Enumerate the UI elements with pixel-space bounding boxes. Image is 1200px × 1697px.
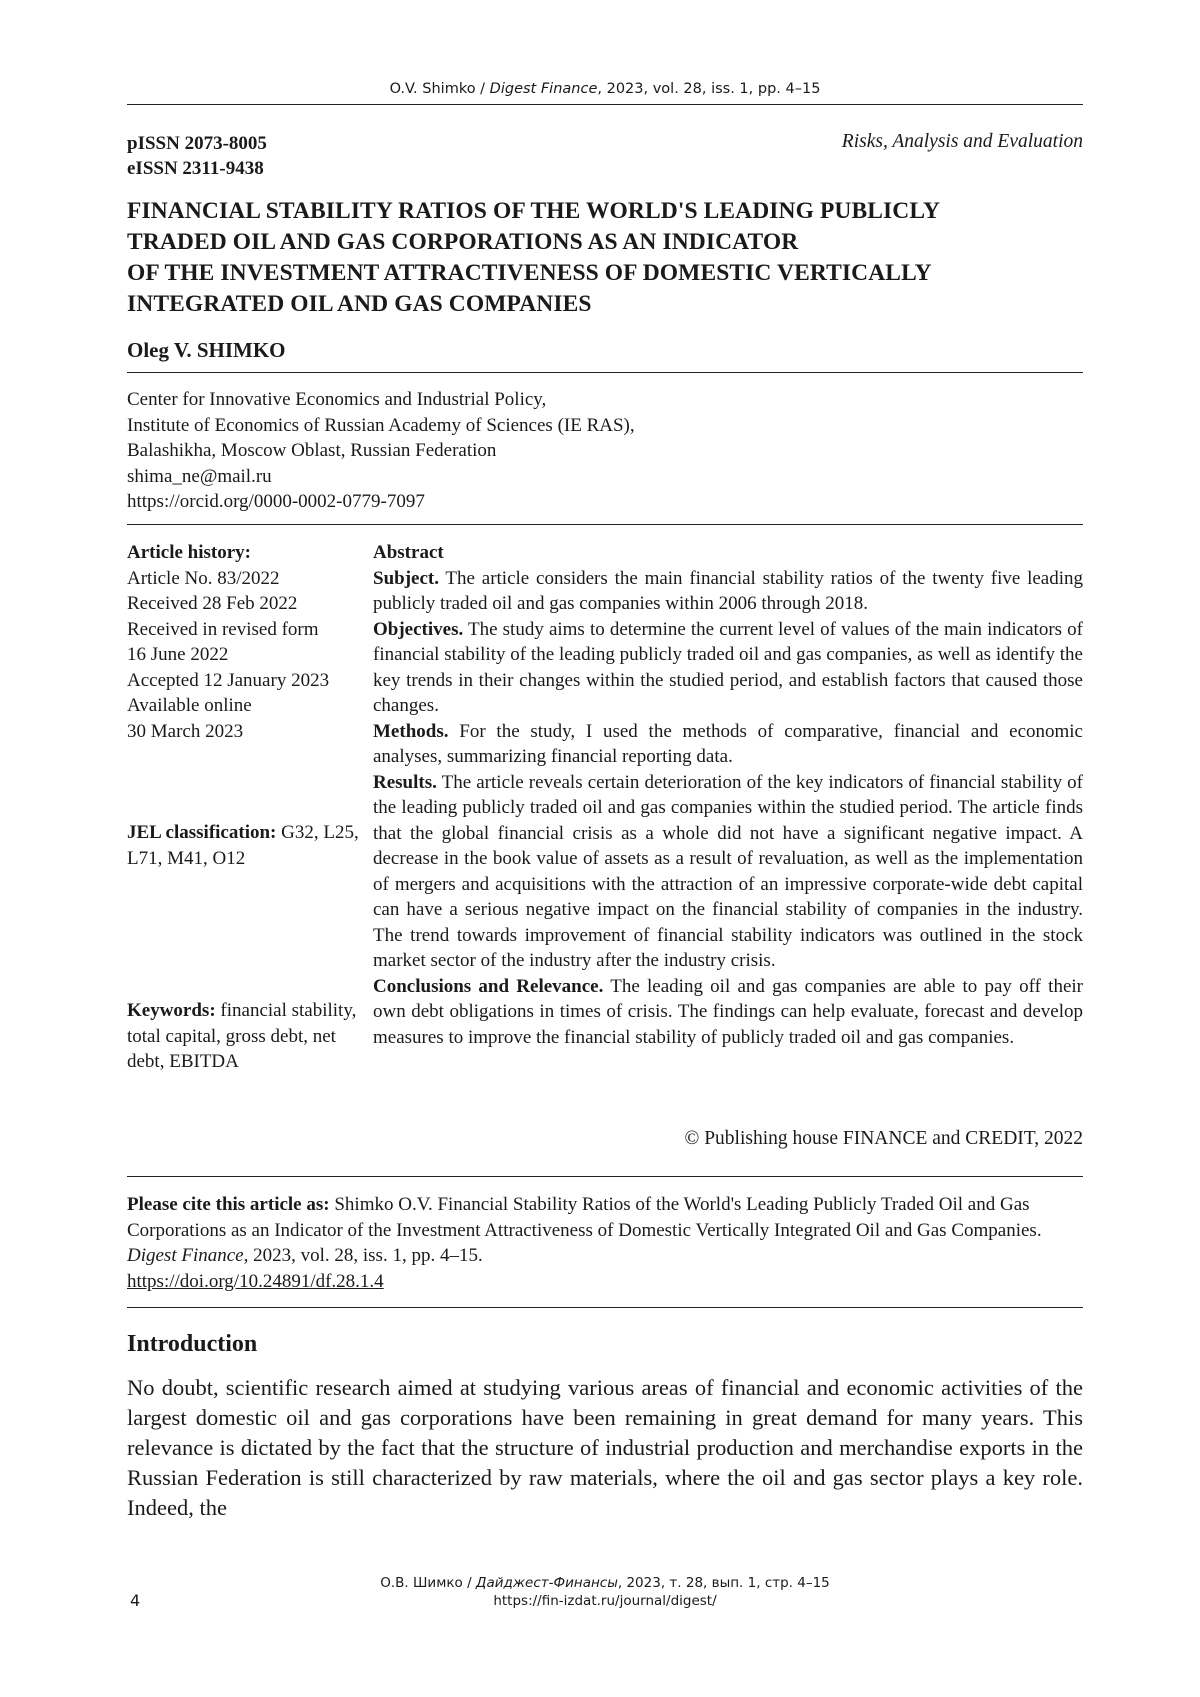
citation-bottom-rule	[127, 1307, 1083, 1308]
copyright-notice: © Publishing house FINANCE and CREDIT, 2022	[684, 1128, 1083, 1149]
article-meta-column	[127, 540, 367, 1075]
article-history-heading: Article history:	[127, 542, 251, 563]
abstract-results	[373, 770, 1083, 974]
keywords-list: financial stability, total capital, gross debt, net debt, EBITDA	[127, 1000, 357, 1072]
received-date: Received 28 Feb 2022	[127, 593, 298, 614]
footer-url[interactable]: https://fin-izdat.ru/journal/digest/	[493, 1593, 717, 1609]
revised-label: Received in revised form	[127, 618, 319, 640]
header-rule	[127, 104, 1083, 105]
jel-codes: G32, L25, L71, M41, O12	[127, 822, 359, 869]
page-footer	[127, 1574, 1083, 1610]
author-orcid-link[interactable]: https://orcid.org/0000-0002-0779-7097	[127, 491, 425, 512]
running-head-journal: Digest Finance	[489, 81, 598, 97]
introduction-heading: Introduction	[127, 1331, 258, 1357]
citation-details: , 2023, vol. 28, iss. 1, pp. 4–15.	[243, 1245, 483, 1266]
jel-classification	[127, 820, 367, 871]
jel-label: JEL classification:	[127, 822, 277, 843]
citation-top-rule	[127, 1176, 1083, 1177]
title-line: FINANCIAL STABILITY RATIOS OF THE WORLD'S LEADING PUBLICLY	[127, 198, 941, 224]
article-title	[127, 196, 1083, 320]
affiliation-line: Balashikha, Moscow Oblast, Russian Federation	[127, 440, 497, 461]
affiliation-line: Center for Innovative Economics and Industrial Policy,	[127, 389, 547, 410]
objectives-label: Objectives.	[373, 618, 464, 640]
methods-label: Methods.	[373, 720, 449, 742]
author-name: Oleg V. SHIMKO	[127, 338, 286, 362]
title-line: OF THE INVESTMENT ATTRACTIVENESS OF DOMESTIC VERTICALLY	[127, 260, 932, 286]
objectives-text: The study aims to determine the current level of values of the main indicators of financial stability of the leading publicly traded oil and gas companies, as well as identify the key trends in their changes within the studied period, and establish factors that caused those changes.	[373, 618, 1083, 716]
conclusions-label: Conclusions and Relevance.	[373, 975, 604, 997]
footer-journal: Дайджест-Финансы	[475, 1575, 618, 1591]
online-label: Available online	[127, 695, 252, 716]
footer-author: О.В. Шимко /	[380, 1575, 476, 1591]
issn-block	[127, 131, 267, 181]
author-rule	[127, 372, 1083, 373]
section-name: Risks, Analysis and Evaluation	[841, 131, 1083, 152]
introduction-text	[127, 1373, 1083, 1523]
citation-text: Shimko O.V. Financial Stability Ratios of the World's Leading Publicly Traded Oil and Gas Corporations as an Indicator of the Investment Attractiveness of Domestic Vertically Integrated Oil and Gas Companies.	[127, 1194, 1042, 1241]
running-head-author: O.V. Shimko /	[389, 81, 490, 97]
keywords-label: Keywords:	[127, 1000, 216, 1021]
footer-details: , 2023, т. 28, вып. 1, стр. 4–15	[617, 1575, 830, 1591]
abstract-conclusions	[373, 974, 1083, 1051]
affiliation-line: Institute of Economics of Russian Academy of Sciences (IE RAS),	[127, 414, 635, 436]
electronic-issn: eISSN 2311-9438	[127, 158, 264, 179]
abstract-heading: Abstract	[373, 542, 444, 563]
affiliation	[127, 387, 635, 515]
subject-label: Subject.	[373, 567, 439, 589]
affiliation-rule	[127, 524, 1083, 525]
subject-text: The article considers the main financial stability ratios of the twenty five leading publicly traded oil and gas companies within 2006 through 2018.	[373, 567, 1083, 614]
revised-date: 16 June 2022	[127, 644, 229, 665]
doi-link[interactable]: https://doi.org/10.24891/df.28.1.4	[127, 1270, 384, 1292]
page-number: 4	[130, 1591, 141, 1610]
results-text: The article reveals certain deterioration of the key indicators of financial stability of the leading publicly traded oil and gas companies within the studied period. The article finds that the global financial crisis as a whole did not have a significant negative impact. A decrease in the book value of assets as a result of revaluation, as well as the implementation of mergers and acquisitions with the attraction of an impressive corporate-wide debt capital can have a serious negative impact on the financial stability of companies in the industry. The trend towards improvement of financial stability indicators was outlined in the stock market sector of the industry after the industry crisis.	[373, 771, 1083, 971]
print-issn: pISSN 2073-8005	[127, 133, 267, 154]
online-date: 30 March 2023	[127, 720, 244, 742]
running-head-details: , 2023, vol. 28, iss. 1, pp. 4–15	[597, 81, 821, 97]
author-email[interactable]: shima_ne@mail.ru	[127, 465, 272, 487]
introduction-paragraph: No doubt, scientific research aimed at studying various areas of financial and economic activities of the largest domestic oil and gas corporations have been remaining in great demand for many years. This relevance is dictated by the fact that the structure of industrial production and merchandise exports in the Russian Federation is still characterized by raw materials, where the oil and gas sector plays a key role. Indeed, the	[127, 1375, 1083, 1520]
footer-citation	[127, 1574, 1083, 1592]
citation-journal: Digest Finance	[127, 1245, 244, 1266]
citation-label: Please cite this article as:	[127, 1194, 330, 1215]
abstract	[373, 540, 1083, 1050]
article-history	[127, 540, 367, 744]
methods-text: For the study, I used the methods of comparative, financial and economic analyses, summarizing financial reporting data.	[373, 720, 1083, 767]
citation-block	[127, 1192, 1087, 1294]
article-number: Article No. 83/2022	[127, 567, 280, 589]
keywords	[127, 998, 367, 1075]
abstract-objectives	[373, 617, 1083, 719]
results-label: Results.	[373, 771, 437, 793]
title-line: TRADED OIL AND GAS CORPORATIONS AS AN INDICATOR	[127, 229, 799, 255]
abstract-subject	[373, 566, 1083, 617]
accepted-date: Accepted 12 January 2023	[127, 669, 330, 691]
conclusions-text: The leading oil and gas companies are able to pay off their own debt obligations in times of crisis. The findings can help evaluate, forecast and develop measures to improve the financial stability of publicly traded oil and gas companies.	[373, 975, 1083, 1048]
running-head	[127, 81, 1083, 97]
title-line: INTEGRATED OIL AND GAS COMPANIES	[127, 291, 592, 317]
abstract-methods	[373, 719, 1083, 770]
